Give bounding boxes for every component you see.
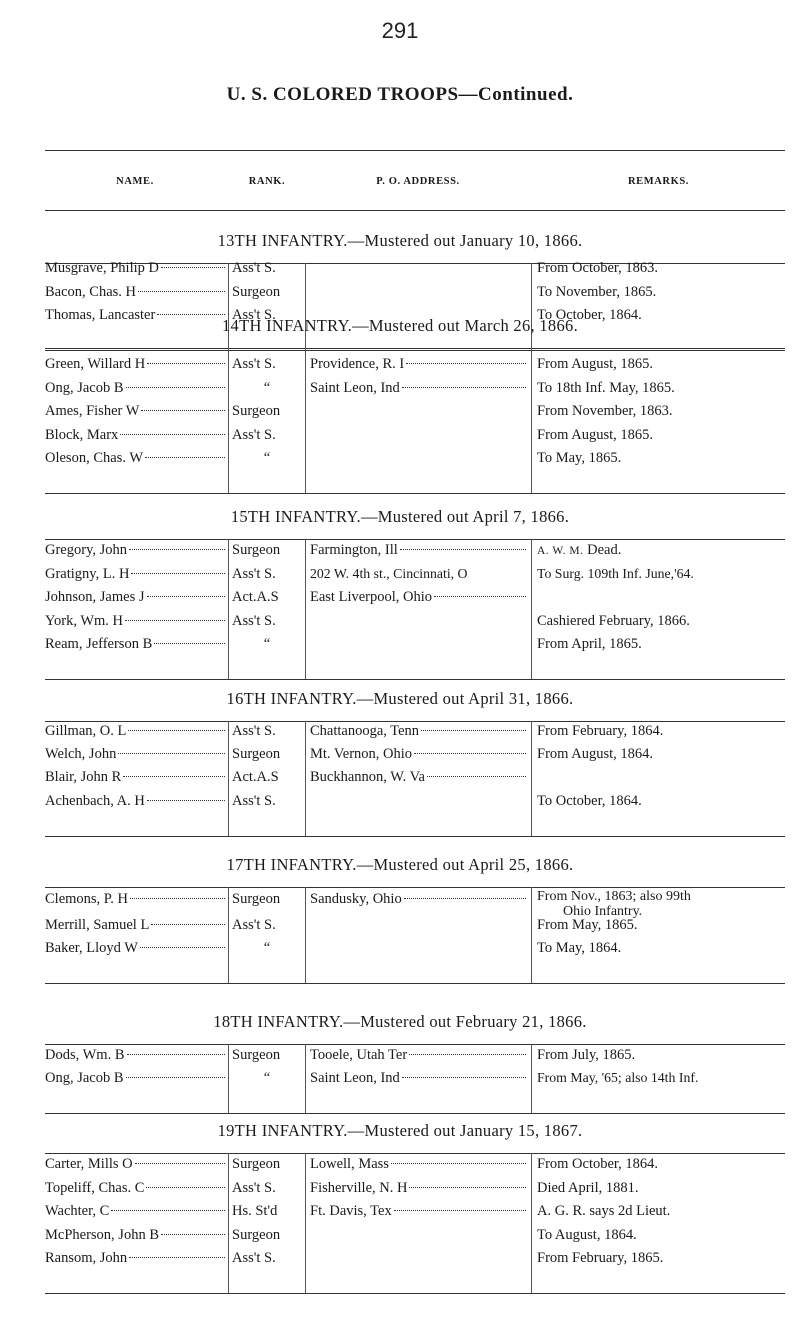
- roster-name: [45, 1249, 225, 1267]
- dot-leader: [414, 753, 526, 754]
- section-heading: [0, 689, 800, 709]
- roster-remarks: [537, 768, 785, 786]
- roster-name-text: Achenbach, A. H: [45, 792, 145, 809]
- column-separator: [305, 263, 306, 350]
- roster-rank: Act.A.S: [232, 769, 279, 786]
- roster-remarks: [537, 541, 785, 559]
- roster-address-text: Providence, R. I: [310, 356, 405, 372]
- roster-remarks: From February, 1865.: [537, 1250, 664, 1266]
- roster-address-text: Buckhannon, W. Va: [310, 769, 425, 786]
- section-bottom-rule: [45, 836, 785, 837]
- section-heading: [0, 507, 800, 527]
- roster-remarks: From August, 1864.: [537, 746, 654, 763]
- roster-name-text: Bacon, Chas. H: [45, 283, 137, 300]
- roster-name: [45, 1202, 225, 1220]
- section-heading-text: INFANTRY.—Mustered out January 10, 1866.: [257, 231, 583, 250]
- dot-leader: [404, 898, 526, 899]
- column-header-remarks: REMARKS.: [627, 176, 690, 187]
- column-separator: [228, 539, 229, 679]
- column-separator: [531, 1044, 532, 1113]
- roster-remarks: To 18th Inf. May, 1865.: [537, 379, 675, 396]
- section-ordinal: 14TH: [221, 316, 262, 335]
- roster-remarks: Died April, 1881.: [537, 1179, 639, 1196]
- roster-address: [310, 792, 526, 810]
- roster-address: [310, 916, 526, 934]
- dot-leader: [151, 924, 225, 925]
- roster-address-text: Saint Leon, Ind: [310, 379, 400, 396]
- roster-name: [45, 792, 225, 810]
- roster-rank: Surgeon: [232, 1047, 281, 1063]
- roster-name: [45, 1226, 225, 1244]
- roster-name-text: Ong, Jacob B: [45, 379, 124, 396]
- roster-remarks: From April, 1865.: [537, 636, 642, 652]
- roster-remarks: To August, 1864.: [537, 1226, 637, 1243]
- roster-address: [310, 635, 526, 653]
- roster-rank: Surgeon: [232, 403, 281, 419]
- dot-leader: [135, 1163, 225, 1164]
- column-separator: [305, 348, 306, 493]
- roster-rank: Ass't S.: [232, 1179, 276, 1196]
- roster-address-text: East Liverpool, Ohio: [310, 589, 433, 605]
- dot-leader: [402, 1077, 526, 1078]
- dot-leader: [129, 1257, 225, 1258]
- roster-name-text: Baker, Lloyd W: [45, 940, 138, 956]
- dot-leader: [127, 1054, 226, 1055]
- roster-address: [310, 768, 526, 786]
- roster-name-text: Wachter, C: [45, 1203, 110, 1219]
- roster-address: [310, 588, 526, 606]
- roster-address-text: Lowell, Mass: [310, 1156, 389, 1172]
- section-heading-text: INFANTRY.—Mustered out January 15, 1867.: [257, 1121, 583, 1140]
- dot-leader: [140, 947, 225, 948]
- dot-leader: [126, 387, 225, 388]
- section-ordinal: 16TH: [226, 689, 267, 708]
- roster-rank: Ass't S.: [232, 565, 276, 582]
- roster-rank: Ass't S.: [232, 307, 276, 323]
- roster-name-text: Clemons, P. H: [45, 891, 128, 907]
- dot-leader: [157, 314, 225, 315]
- roster-name-text: Topeliff, Chas. C: [45, 1179, 145, 1196]
- roster-address: [310, 259, 526, 277]
- roster-remarks: To Surg. 109th Inf. June,'64.: [537, 565, 694, 581]
- column-header-rank: RANK.: [248, 176, 286, 187]
- section-ordinal: 15TH: [230, 507, 271, 526]
- column-separator: [228, 1153, 229, 1293]
- dot-leader: [118, 753, 225, 754]
- roster-name-text: Blair, John R: [45, 769, 122, 786]
- remark-abbrev: A. W. M.: [537, 545, 584, 557]
- column-separator: [305, 539, 306, 679]
- section-heading: [0, 231, 800, 251]
- roster-address-text: Chattanooga, Tenn: [310, 723, 420, 739]
- roster-rank: Surgeon: [232, 746, 281, 763]
- dot-leader: [131, 573, 225, 574]
- roster-rank: Ass't S.: [232, 917, 276, 933]
- section-bottom-rule: [45, 983, 785, 984]
- roster-name: [45, 402, 225, 420]
- section-heading-text: INFANTRY.—Mustered out February 21, 1866.: [252, 1012, 587, 1031]
- roster-name: [45, 426, 225, 444]
- roster-name-text: Gillman, O. L: [45, 723, 127, 739]
- roster-address: [310, 449, 526, 467]
- column-separator: [228, 1044, 229, 1113]
- roster-name: [45, 612, 225, 630]
- roster-address-text: 202 W. 4th st., Cincinnati, O: [310, 565, 468, 581]
- roster-name: [45, 1155, 225, 1173]
- roster-remarks: From Nov., 1863; also 99th Ohio Infantry.: [537, 889, 785, 919]
- column-separator: [228, 721, 229, 836]
- roster-address: [310, 1155, 526, 1173]
- roster-rank: Surgeon: [232, 891, 281, 907]
- roster-name: [45, 565, 225, 583]
- dot-leader: [129, 549, 225, 550]
- page-title: U. S. COLORED TROOPS—Continued.: [226, 84, 574, 105]
- section-ordinal: 17TH: [226, 855, 267, 874]
- roster-rank: Ass't S.: [232, 426, 276, 443]
- section-top-rule: [45, 887, 785, 888]
- roster-name-text: Thomas, Lancaster: [45, 307, 156, 323]
- roster-name-text: Block, Marx: [45, 426, 119, 443]
- roster-rank: “: [263, 636, 271, 652]
- header-bottom-rule: [45, 210, 785, 211]
- roster-name-text: Green, Willard H: [45, 356, 146, 372]
- section-heading-text: INFANTRY.—Mustered out March 26, 1866.: [261, 316, 579, 335]
- dot-leader: [145, 457, 225, 458]
- roster-remarks: From May, '65; also 14th Inf.: [537, 1070, 699, 1085]
- roster-address: [310, 541, 526, 559]
- dot-leader: [409, 1187, 526, 1188]
- roster-rank: “: [263, 379, 271, 396]
- dot-leader: [147, 596, 226, 597]
- roster-address: [310, 745, 526, 763]
- roster-name-text: Ream, Jefferson B: [45, 636, 153, 652]
- roster-name: [45, 1179, 225, 1197]
- roster-rank: Surgeon: [232, 1156, 281, 1172]
- roster-rank: Ass't S.: [232, 792, 276, 809]
- section-bottom-rule: [45, 679, 785, 680]
- roster-remarks: To November, 1865.: [537, 283, 657, 300]
- dot-leader: [406, 363, 526, 364]
- roster-remarks: A. G. R. says 2d Lieut.: [537, 1203, 671, 1219]
- roster-address: [310, 1046, 526, 1064]
- dot-leader: [138, 291, 225, 292]
- column-separator: [228, 263, 229, 350]
- dot-leader: [421, 730, 526, 731]
- dot-leader: [111, 1210, 225, 1211]
- roster-name-text: Ames, Fisher W: [45, 403, 140, 419]
- roster-remarks: From October, 1863.: [537, 260, 659, 276]
- roster-address: [310, 722, 526, 740]
- roster-rank: Ass't S.: [232, 723, 276, 739]
- roster-name: [45, 355, 225, 373]
- roster-address: [310, 355, 526, 373]
- roster-address: [310, 426, 526, 444]
- section-top-rule: [45, 1044, 785, 1045]
- section-top-rule: [45, 539, 785, 540]
- roster-rank: Surgeon: [232, 283, 281, 300]
- dot-leader: [154, 643, 225, 644]
- roster-remarks: From October, 1864.: [537, 1156, 659, 1172]
- roster-remarks: To May, 1864.: [537, 940, 622, 956]
- column-separator: [228, 887, 229, 983]
- column-separator: [305, 887, 306, 983]
- roster-rank: Ass't S.: [232, 356, 276, 372]
- roster-remarks: To October, 1864.: [537, 792, 642, 809]
- dot-leader: [128, 730, 225, 731]
- section-bottom-rule: [45, 1293, 785, 1294]
- roster-remarks: From July, 1865.: [537, 1047, 636, 1063]
- dot-leader: [427, 776, 526, 777]
- dot-leader: [434, 596, 526, 597]
- roster-rank: Act.A.S: [232, 589, 279, 605]
- dot-leader: [394, 1210, 526, 1211]
- roster-rank: “: [263, 1070, 271, 1086]
- header-top-rule: [45, 150, 785, 151]
- dot-leader: [400, 549, 526, 550]
- section-heading-text: INFANTRY.—Mustered out April 25, 1866.: [266, 855, 574, 874]
- column-separator: [531, 721, 532, 836]
- roster-address: [310, 939, 526, 957]
- remark-text: Dead.: [583, 542, 622, 558]
- roster-address: [310, 890, 526, 908]
- section-ordinal: 13TH: [217, 231, 258, 250]
- roster-name-text: Johnson, James J: [45, 589, 145, 605]
- section-heading-text: INFANTRY.—Mustered out April 31, 1866.: [266, 689, 574, 708]
- column-separator: [531, 887, 532, 983]
- section-heading: [0, 1121, 800, 1141]
- roster-name: [45, 259, 225, 277]
- section-heading: [0, 316, 800, 336]
- dot-leader: [125, 620, 225, 621]
- column-header-name: NAME.: [116, 176, 154, 187]
- roster-name-text: York, Wm. H: [45, 612, 124, 629]
- column-separator: [305, 721, 306, 836]
- roster-name: [45, 916, 225, 934]
- roster-remarks: To May, 1865.: [537, 450, 622, 466]
- section-ordinal: 19TH: [217, 1121, 258, 1140]
- roster-name-text: Dods, Wm. B: [45, 1047, 125, 1063]
- dot-leader: [147, 363, 225, 364]
- dot-leader: [391, 1163, 526, 1164]
- roster-name: [45, 588, 225, 606]
- roster-address-text: Ft. Davis, Tex: [310, 1203, 392, 1219]
- roster-rank: Ass't S.: [232, 260, 276, 276]
- roster-rank: Hs. St'd: [232, 1203, 278, 1219]
- section-bottom-rule: [45, 350, 785, 351]
- roster-rank: “: [263, 940, 271, 956]
- section-heading: [0, 855, 800, 875]
- roster-address: [310, 379, 526, 397]
- roster-address-text: Sandusky, Ohio: [310, 891, 402, 907]
- roster-rank: Ass't S.: [232, 1250, 276, 1266]
- roster-address: [310, 402, 526, 420]
- roster-address-text: Tooele, Utah Ter: [310, 1047, 408, 1063]
- column-separator: [228, 348, 229, 493]
- dot-leader: [123, 776, 225, 777]
- column-header-address: P. O. ADDRESS.: [376, 176, 460, 187]
- roster-name: [45, 939, 225, 957]
- dot-leader: [409, 1054, 526, 1055]
- roster-name: [45, 379, 225, 397]
- column-separator: [531, 1153, 532, 1293]
- roster-address: [310, 612, 526, 630]
- section-bottom-rule: [45, 1113, 785, 1114]
- roster-address: [310, 1179, 526, 1197]
- roster-name: [45, 1069, 225, 1087]
- roster-address: [310, 1249, 526, 1267]
- roster-address: [310, 565, 526, 583]
- roster-remarks: From February, 1864.: [537, 723, 664, 739]
- roster-name: [45, 541, 225, 559]
- section-heading-text: INFANTRY.—Mustered out April 7, 1866.: [270, 507, 570, 526]
- roster-remarks-continued: Ohio Infantry.: [563, 904, 643, 919]
- roster-rank: Surgeon: [232, 542, 281, 558]
- section-top-rule: [45, 1153, 785, 1154]
- roster-remarks: [537, 588, 785, 606]
- page-number: 291: [381, 18, 419, 43]
- roster-remarks: From August, 1865.: [537, 356, 654, 372]
- roster-remarks: From November, 1863.: [537, 403, 673, 419]
- roster-remarks: To October, 1864.: [537, 307, 642, 323]
- roster-name-text: Ong, Jacob B: [45, 1070, 124, 1086]
- roster-rank: “: [263, 450, 271, 466]
- section-bottom-rule: [45, 493, 785, 494]
- section-ordinal: 18TH: [213, 1012, 253, 1031]
- section-heading: [0, 1012, 800, 1032]
- roster-address-text: Fisherville, N. H: [310, 1179, 408, 1196]
- roster-name: [45, 283, 225, 301]
- column-separator: [531, 348, 532, 493]
- roster-name: [45, 1046, 225, 1064]
- roster-address-text: Saint Leon, Ind: [310, 1070, 400, 1086]
- roster-name: [45, 890, 225, 908]
- roster-address: [310, 1069, 526, 1087]
- dot-leader: [146, 1187, 225, 1188]
- column-separator: [531, 539, 532, 679]
- roster-address: [310, 1202, 526, 1220]
- roster-name: [45, 449, 225, 467]
- roster-address: [310, 283, 526, 301]
- roster-name: [45, 768, 225, 786]
- column-separator: [305, 1153, 306, 1293]
- roster-name-text: Gregory, John: [45, 542, 128, 558]
- roster-name-text: Oleson, Chas. W: [45, 450, 144, 466]
- roster-address-text: Farmington, Ill: [310, 542, 398, 558]
- roster-name-text: Carter, Mills O: [45, 1156, 133, 1172]
- dot-leader: [130, 898, 225, 899]
- roster-name: [45, 745, 225, 763]
- roster-rank: Ass't S.: [232, 612, 276, 629]
- roster-remarks: Cashiered February, 1866.: [537, 612, 690, 629]
- roster-name-text: Merrill, Samuel L: [45, 917, 150, 933]
- dot-leader: [402, 387, 526, 388]
- roster-remarks: From May, 1865.: [537, 917, 638, 933]
- dot-leader: [141, 410, 225, 411]
- roster-remarks: From August, 1865.: [537, 426, 654, 443]
- column-separator: [305, 1044, 306, 1113]
- dot-leader: [126, 1077, 225, 1078]
- roster-name-text: McPherson, John B: [45, 1226, 159, 1243]
- roster-name-text: Gratigny, L. H: [45, 565, 130, 582]
- roster-name-text: Welch, John: [45, 746, 117, 763]
- dot-leader: [120, 434, 225, 435]
- dot-leader: [161, 1234, 225, 1235]
- roster-name-text: Musgrave, Philip D: [45, 260, 159, 276]
- roster-address: [310, 1226, 526, 1244]
- roster-name: [45, 635, 225, 653]
- roster-name-text: Ransom, John: [45, 1250, 128, 1266]
- roster-address-text: Mt. Vernon, Ohio: [310, 746, 413, 763]
- roster-name: [45, 722, 225, 740]
- roster-rank: Surgeon: [232, 1226, 281, 1243]
- section-top-rule: [45, 348, 785, 349]
- column-separator: [531, 263, 532, 350]
- dot-leader: [161, 267, 225, 268]
- dot-leader: [147, 800, 225, 801]
